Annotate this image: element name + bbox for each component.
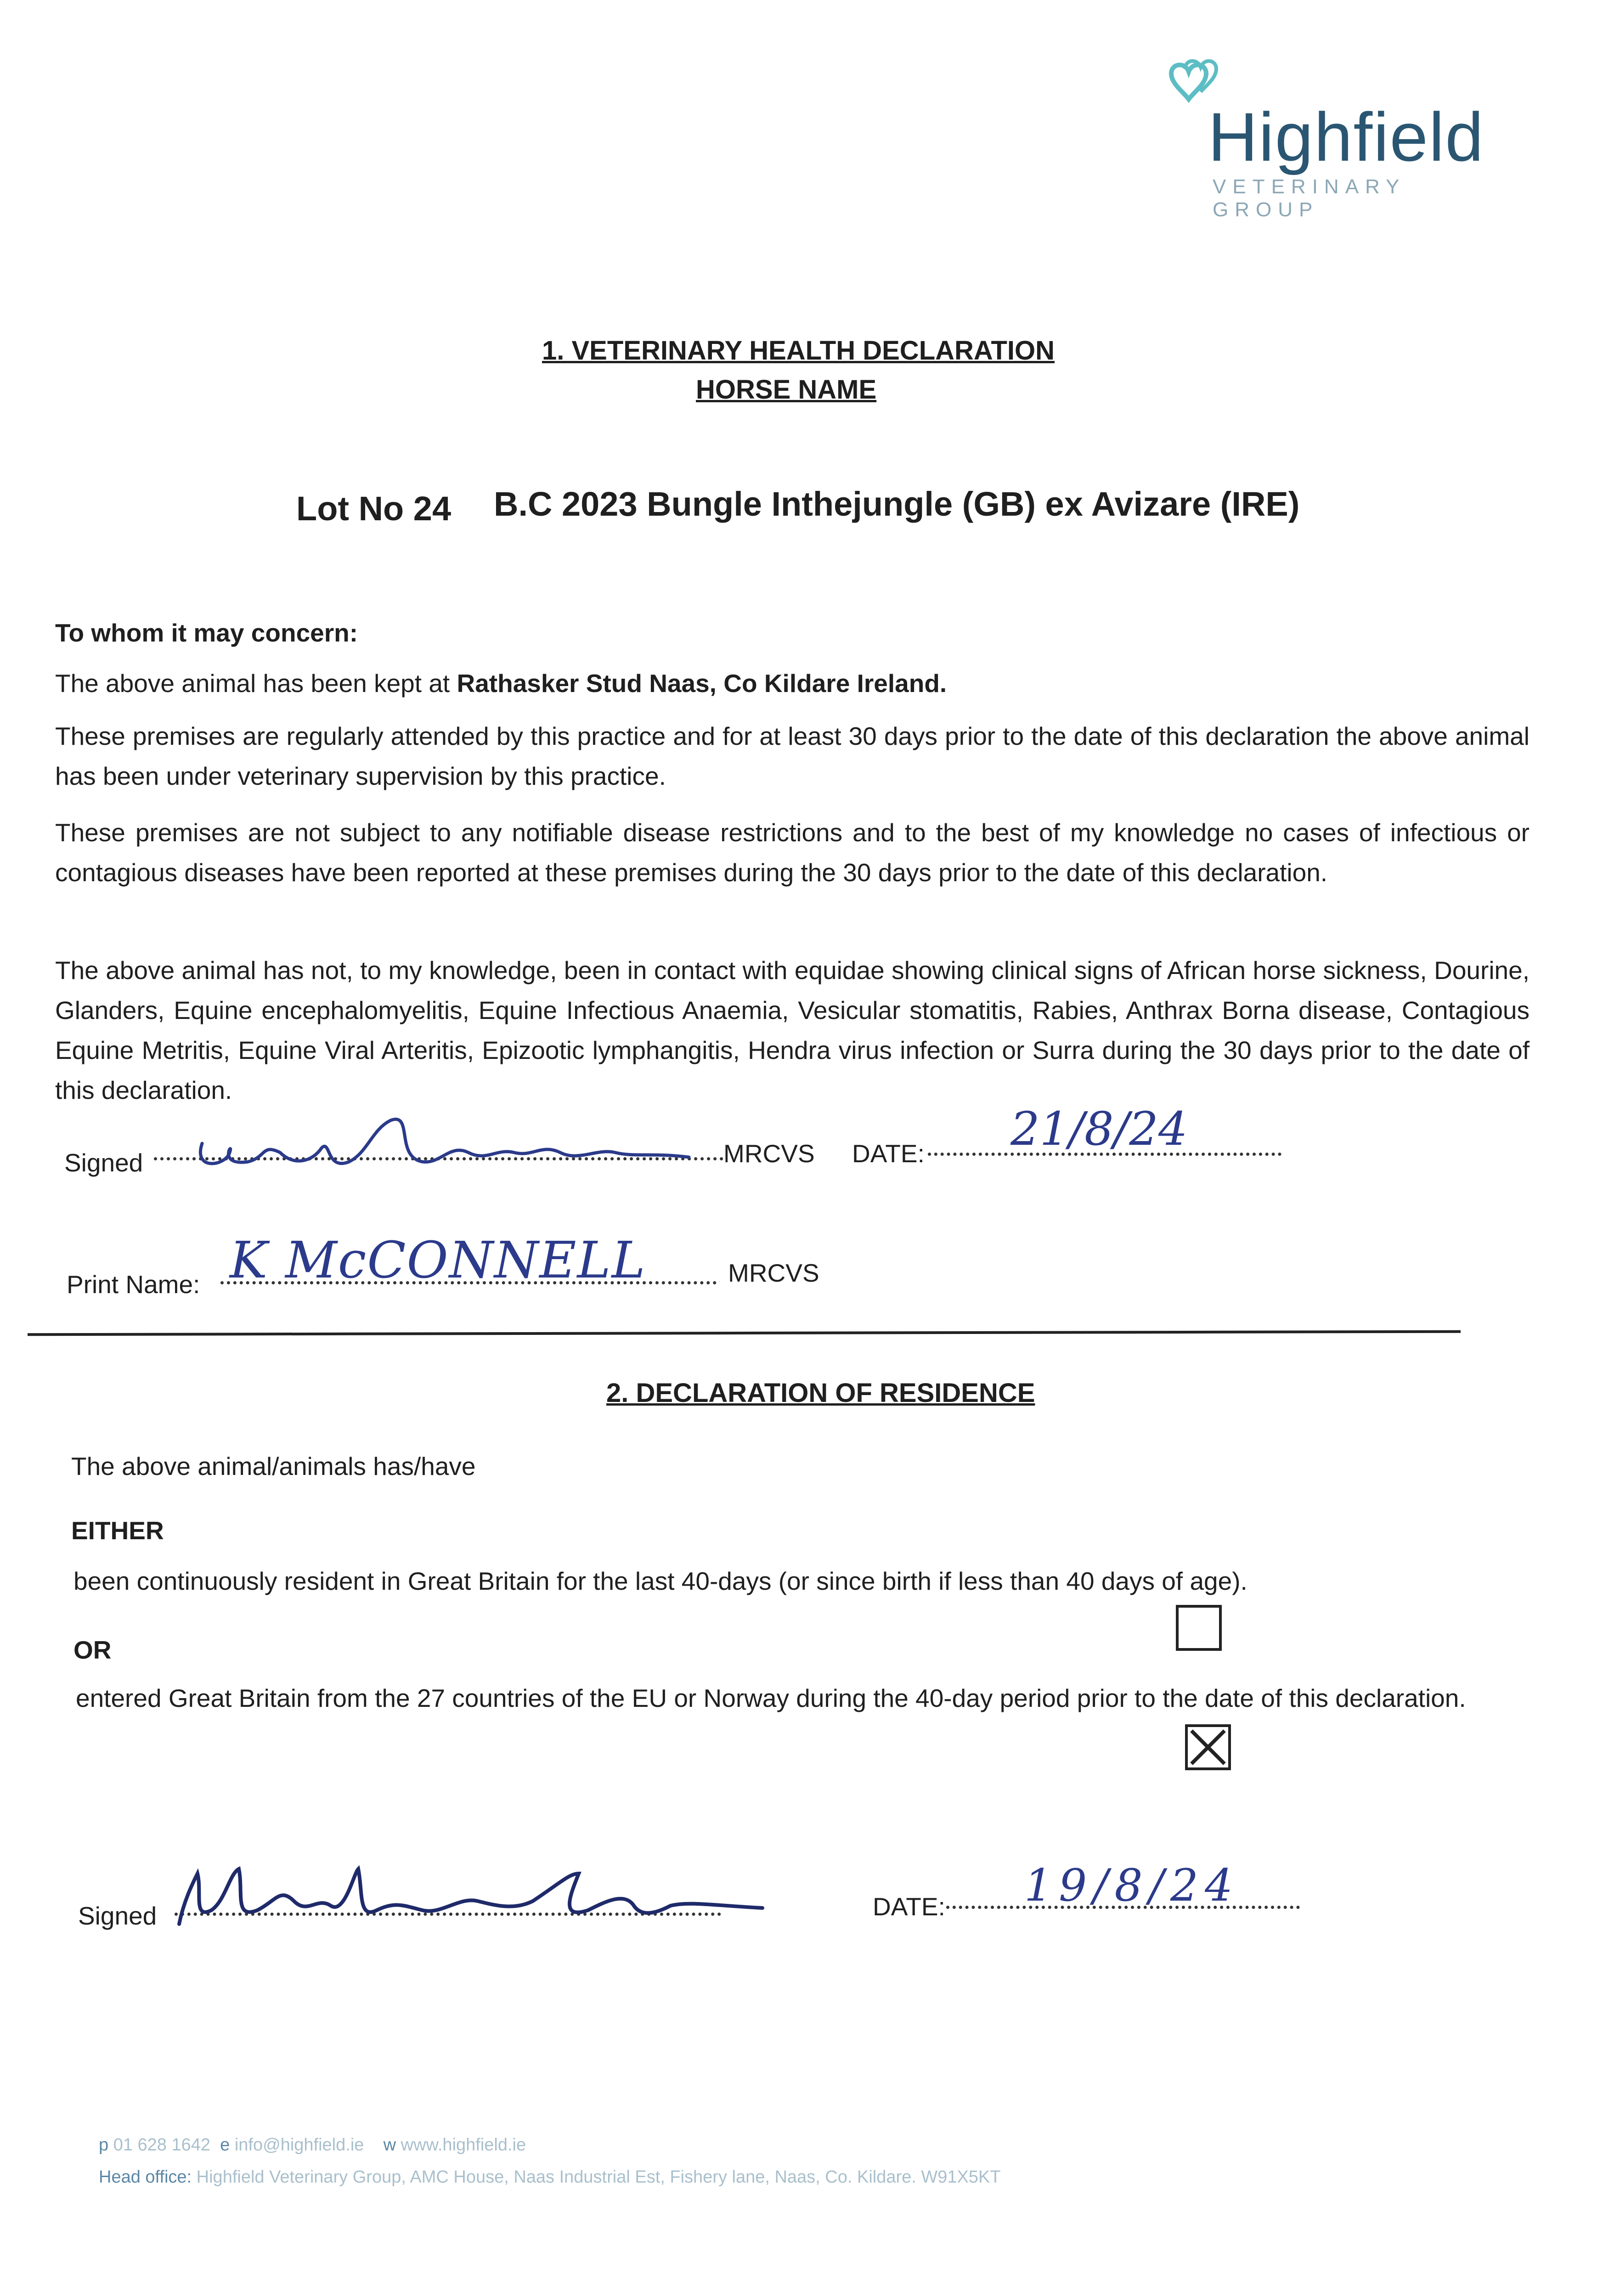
date-label-1: DATE: [852,1139,925,1168]
mrcvs-label-2: MRCVS [728,1259,819,1287]
lot-number: Lot No 24 [296,490,452,528]
vet-signature [175,1102,753,1185]
web-label: w [383,2135,396,2155]
footer-office [99,2167,1001,2187]
option1-checkbox[interactable] [1176,1605,1222,1651]
signed-label-2: Signed [78,1902,157,1930]
section1-heading: 1. VETERINARY HEALTH DECLARATION [542,336,1055,366]
horse-name-heading: HORSE NAME [696,375,877,405]
kept-prefix: The above animal has been kept at [55,669,457,698]
office-label: Head office: [99,2167,192,2187]
salutation: To whom it may concern: [55,619,358,647]
date-label-2: DATE: [873,1892,945,1921]
residence-intro: The above animal/animals has/have [71,1452,476,1480]
kept-paragraph [55,664,1530,703]
contact-paragraph: The above animal has not, to my knowledge, been in contact with equidae showing clinical signs of African horse sickness, Dourine, Glanders, Equine encephalomyelitis, Equine Infectious Anaemia, Vesicular stomatitis, Rabies, Anthrax Borna disease, Contagious Equine Metritis, Equine Viral Arteritis, Epizootic lymphangitis, Hendra virus infection or Surra during the 30 days prior to the date of this declaration. [55,956,1530,1104]
office-address: Highfield Veterinary Group, AMC House, Naas Industrial Est, Fishery lane, Naas, Co. Kildare. W91X5KT [196,2167,1001,2187]
disease-paragraph: These premises are not subject to any notifiable disease restrictions and to the best of my knowledge no cases of infectious or contagious diseases have been reported at these premises during the 30 days prior to the date of this declaration. [55,818,1530,887]
section2-heading: 2. DECLARATION OF RESIDENCE [606,1378,1035,1408]
date-value-2: 19/8/24 [1024,1860,1240,1911]
logo-subtitle: VETERINARY GROUP [1213,175,1406,221]
section-divider [28,1330,1461,1336]
footer-web[interactable]: www.highfield.ie [401,2135,526,2155]
residence-signature [165,1855,891,1938]
print-name-label: Print Name: [67,1270,200,1299]
kept-location: Rathasker Stud Naas, Co Kildare Ireland. [457,669,947,698]
horse-name: B.C 2023 Bungle Inthejungle (GB) ex Avizare (IRE) [494,485,1300,523]
highfield-logo [1153,55,1502,221]
logo-name: Highfield [1208,98,1485,175]
email-label: e [220,2135,230,2155]
date-value-1: 21/8/24 [1010,1102,1188,1156]
footer-phone: 01 628 1642 [113,2135,211,2155]
mrcvs-label-1: MRCVS [723,1139,815,1168]
signed-label-1: Signed [64,1148,143,1177]
footer-email[interactable]: info@highfield.ie [234,2135,364,2155]
option2-text: entered Great Britain from the 27 countries of the EU or Norway during the 40-day period prior to the date of this declaration. [76,1684,1466,1712]
print-name-value: K McCONNELL [230,1231,646,1289]
option2-checkbox[interactable] [1185,1724,1231,1770]
supervision-paragraph: These premises are regularly attended by this practice and for at least 30 days prior to the date of this declaration the above animal has been under veterinary supervision by this practice. [55,722,1530,790]
or-label: OR [73,1636,112,1664]
either-label: EITHER [71,1516,164,1545]
footer-contact [99,2135,526,2155]
cross-check-icon [1188,1727,1228,1767]
phone-label: p [99,2135,109,2155]
option1-text: been continuously resident in Great Britain for the last 40-days (or since birth if less than 40 days of age). [73,1567,1247,1595]
